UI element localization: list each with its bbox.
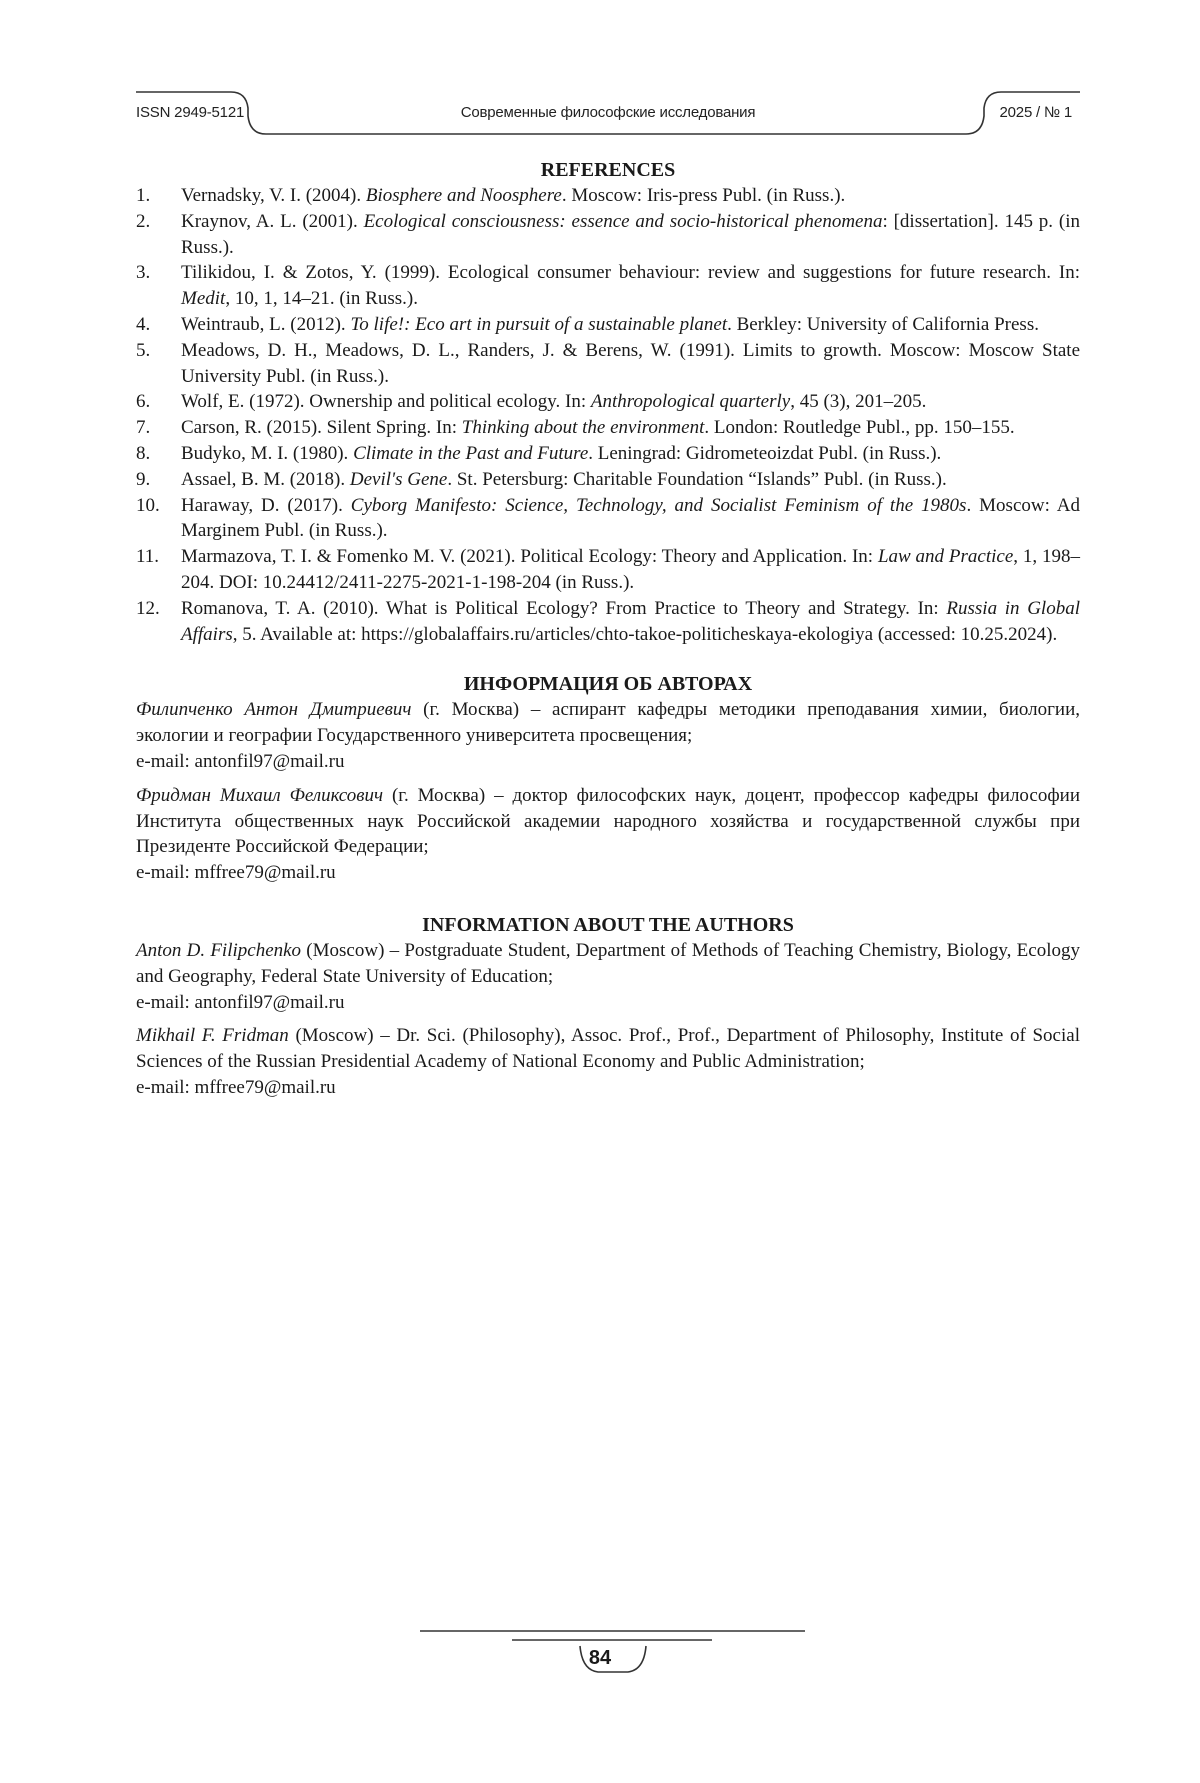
reference-text: Weintraub, L. (2012).	[181, 314, 350, 335]
authors-en-list	[136, 938, 1080, 1101]
reference-title: Anthropological quarterly	[591, 391, 790, 412]
reference-text: , 1, 198–204. DOI: 10.24412/2411-2275-2021-1-198-204 (in Russ.).	[181, 546, 1080, 593]
author-email[interactable]: e-mail: antonfil97@mail.ru	[136, 990, 1080, 1016]
author-entry	[136, 783, 1080, 886]
author-email[interactable]: e-mail: mffree79@mail.ru	[136, 1075, 1080, 1101]
reference-text: , 45 (3), 201–205.	[790, 391, 926, 412]
reference-title: Thinking about the environment	[462, 417, 705, 438]
reference-text: , 10, 1, 14–21. (in Russ.).	[225, 288, 418, 309]
reference-title: Cyborg Manifesto: Science, Technology, and Socialist Feminism of the 1980s	[351, 495, 967, 516]
reference-text: . Moscow: Iris-press Publ. (in Russ.).	[562, 185, 845, 206]
reference-number: 9.	[136, 467, 150, 493]
author-description: (Moscow) – Dr. Sci. (Philosophy), Assoc. Prof., Prof., Department of Philosophy, Institute of Social Sciences of the Russian Presidential Academy of National Economy and Public Administration;	[136, 1025, 1080, 1072]
reference-text: . Moscow: Ad Marginem Publ. (in Russ.).	[181, 495, 1080, 542]
reference-item	[136, 183, 1080, 209]
reference-text: Vernadsky, V. I. (2004).	[181, 185, 366, 206]
reference-text: Marmazova, T. I. & Fomenko M. V. (2021). Political Ecology: Theory and Application. In:	[181, 546, 878, 567]
page-footer	[0, 1622, 1200, 1702]
reference-text: Wolf, E. (1972). Ownership and political ecology. In:	[181, 391, 591, 412]
reference-item	[136, 260, 1080, 312]
reference-text: . St. Petersburg: Charitable Foundation “Islands” Publ. (in Russ.).	[447, 469, 946, 490]
author-description: (г. Москва) – аспирант кафедры методики преподавания химии, биологии, экологии и географии Государственного университета просвещения;	[136, 699, 1080, 746]
reference-number: 5.	[136, 338, 150, 364]
reference-title: Law and Practice	[878, 546, 1013, 567]
reference-number: 8.	[136, 441, 150, 467]
reference-item	[136, 312, 1080, 338]
authors-ru-heading: ИНФОРМАЦИЯ ОБ АВТОРАХ	[136, 671, 1080, 697]
reference-text: Kraynov, A. L. (2001).	[181, 211, 364, 232]
reference-number: 6.	[136, 389, 150, 415]
reference-title: Medit	[181, 288, 225, 309]
reference-text: . London: Routledge Publ., pp. 150–155.	[704, 417, 1014, 438]
reference-title: Devil's Gene	[350, 469, 447, 490]
reference-item	[136, 596, 1080, 648]
author-entry	[136, 697, 1080, 774]
reference-text: Tilikidou, I. & Zotos, Y. (1999). Ecological consumer behaviour: review and suggestions for future research. In:	[181, 262, 1080, 283]
author-name: Mikhail F. Fridman	[136, 1025, 289, 1046]
reference-number: 7.	[136, 415, 150, 441]
page-content	[136, 157, 1080, 1109]
issue-label: 2025 / № 1	[1000, 104, 1072, 121]
reference-title: To life!: Eco art in pursuit of a sustainable planet	[350, 314, 727, 335]
references-heading: REFERENCES	[136, 157, 1080, 183]
reference-text: Assael, B. M. (2018).	[181, 469, 350, 490]
reference-title: Climate in the Past and Future	[353, 443, 588, 464]
author-description: (Moscow) – Postgraduate Student, Department of Methods of Teaching Chemistry, Biology, Ecology and Geography, Federal State University of Education;	[136, 940, 1080, 987]
reference-number: 11.	[136, 544, 159, 570]
author-name: Anton D. Filipchenko	[136, 940, 301, 961]
issn-label: ISSN 2949-5121	[136, 104, 244, 121]
reference-title: Russia in Global Affairs	[181, 598, 1080, 645]
reference-number: 10.	[136, 493, 160, 519]
author-entry	[136, 938, 1080, 1015]
author-entry	[136, 1023, 1080, 1100]
reference-item	[136, 493, 1080, 545]
reference-text: Meadows, D. H., Meadows, D. L., Randers, J. & Berens, W. (1991). Limits to growth. Moscow: Moscow State University Publ. (in Russ.).	[181, 340, 1080, 387]
reference-item	[136, 209, 1080, 261]
author-name: Филипченко Антон Дмитриевич	[136, 699, 411, 720]
running-header	[136, 90, 1080, 140]
reference-item	[136, 338, 1080, 390]
journal-title: Современные философские исследования	[136, 104, 1080, 121]
reference-number: 12.	[136, 596, 160, 622]
author-email[interactable]: e-mail: antonfil97@mail.ru	[136, 749, 1080, 775]
reference-number: 4.	[136, 312, 150, 338]
reference-text: . Berkley: University of California Press.	[727, 314, 1039, 335]
reference-number: 3.	[136, 260, 150, 286]
author-name: Фридман Михаил Феликсович	[136, 785, 383, 806]
authors-en-heading: INFORMATION ABOUT THE AUTHORS	[136, 912, 1080, 938]
reference-number: 1.	[136, 183, 150, 209]
reference-text: , 5. Available at: https://globalaffairs.ru/articles/chto-takoe-politicheskaya-ekologiya (accessed: 10.25.2024).	[233, 624, 1057, 645]
reference-number: 2.	[136, 209, 150, 235]
reference-text: Budyko, M. I. (1980).	[181, 443, 353, 464]
reference-title: Ecological consciousness: essence and socio-historical phenomena	[364, 211, 883, 232]
reference-text: Romanova, T. A. (2010). What is Political Ecology? From Practice to Theory and Strategy. In:	[181, 598, 946, 619]
author-email[interactable]: e-mail: mffree79@mail.ru	[136, 860, 1080, 886]
reference-item	[136, 544, 1080, 596]
reference-item	[136, 467, 1080, 493]
reference-text: . Leningrad: Gidrometeoizdat Publ. (in Russ.).	[588, 443, 941, 464]
reference-text: Haraway, D. (2017).	[181, 495, 351, 516]
reference-text: Carson, R. (2015). Silent Spring. In:	[181, 417, 462, 438]
page-number: 84	[0, 1647, 1200, 1670]
reference-item	[136, 389, 1080, 415]
reference-item	[136, 415, 1080, 441]
authors-ru-list	[136, 697, 1080, 886]
references-list	[136, 183, 1080, 647]
author-description: (г. Москва) – доктор философских наук, доцент, профессор кафедры философии Института общественных наук Российской академии народного хозяйства и государственной службы при Президенте Российской Федерации;	[136, 785, 1080, 858]
reference-text: : [dissertation]. 145 p. (in Russ.).	[181, 211, 1080, 258]
reference-item	[136, 441, 1080, 467]
reference-title: Biosphere and Noosphere	[366, 185, 562, 206]
